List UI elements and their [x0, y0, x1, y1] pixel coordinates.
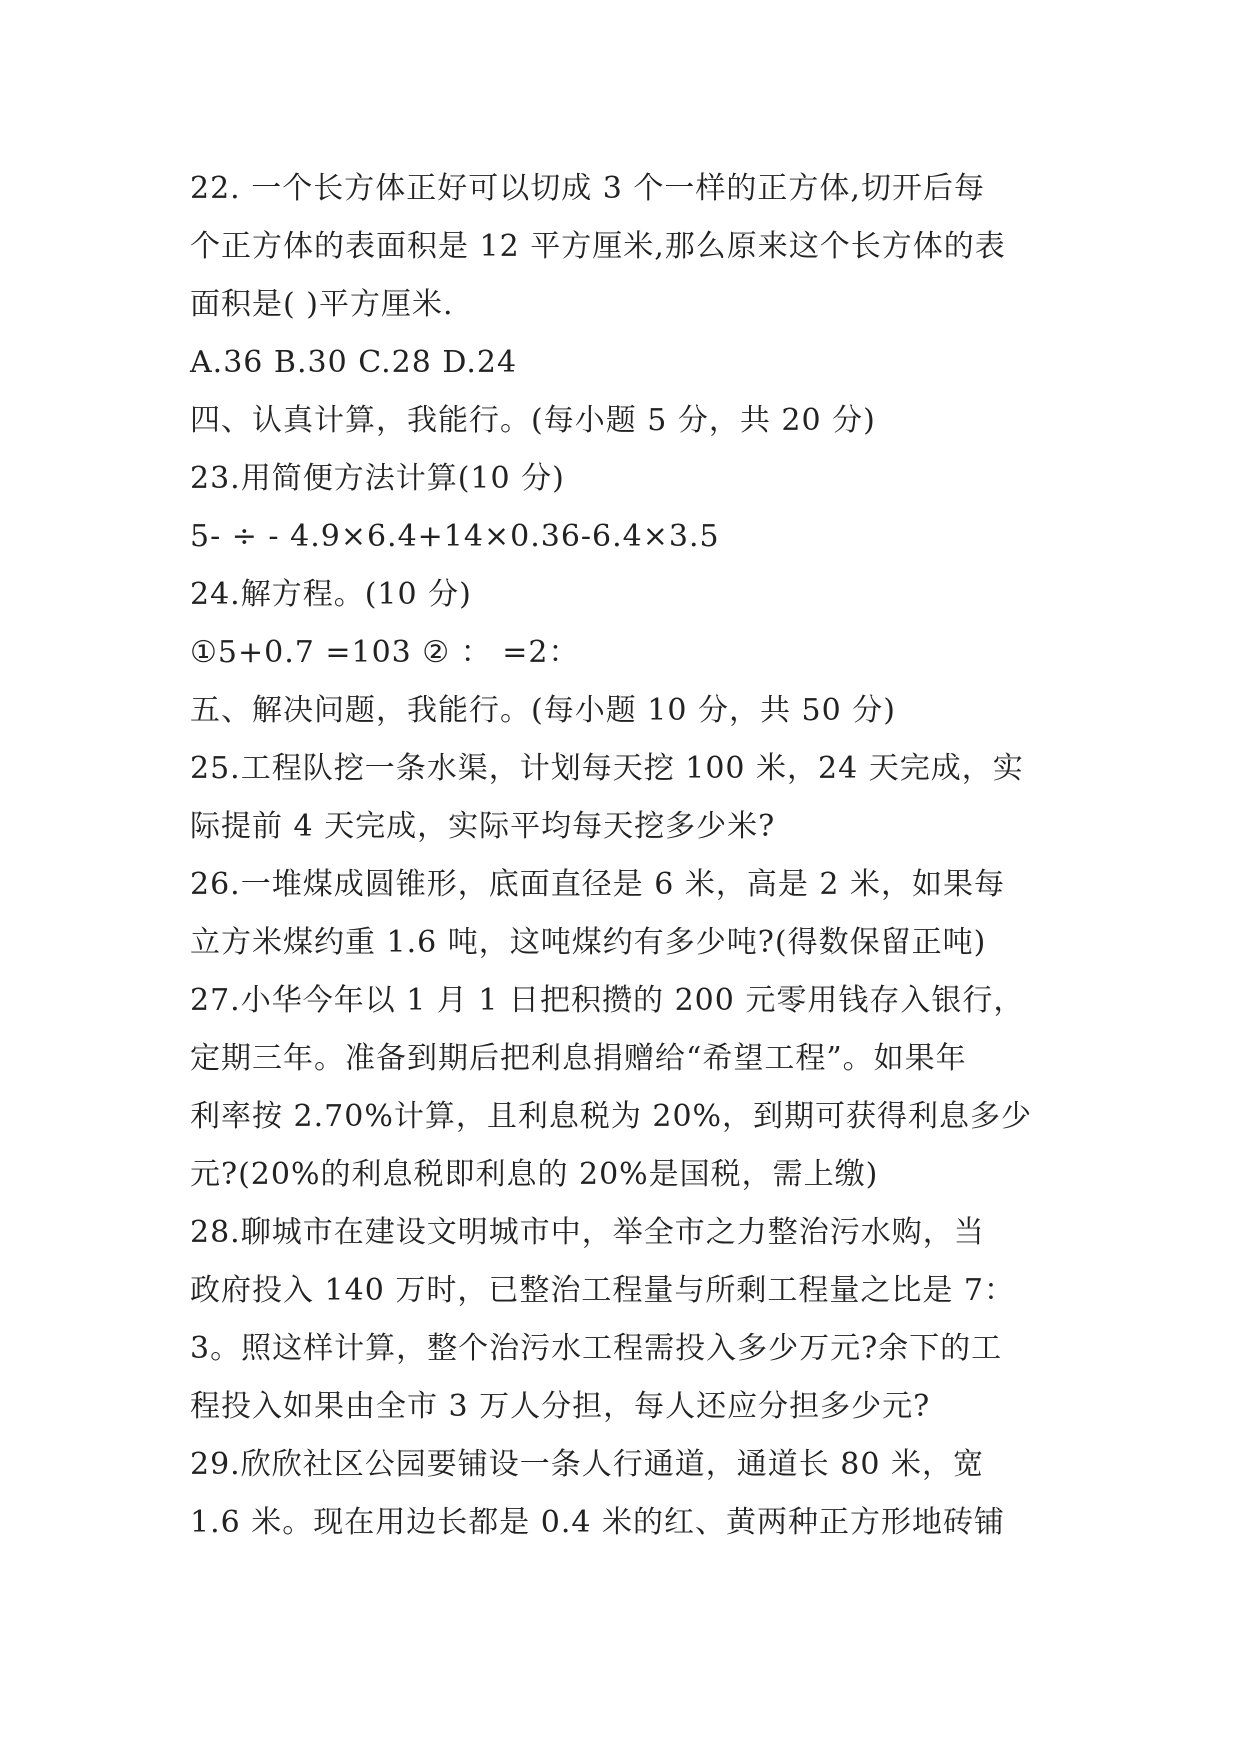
document-body: [190, 160, 1070, 1552]
question-25-line-2: 际提前 4 天完成，实际平均每天挖多少米?: [190, 809, 776, 844]
question-28-line-2: 政府投入 140 万时，已整治工程量与所剩工程量之比是 7：: [190, 1273, 1015, 1308]
question-22-line-1: 22. 一个长方体正好可以切成 3 个一样的正方体,切开后每: [190, 171, 985, 206]
question-27-line-1: 27.小华今年以 1 月 1 日把积攒的 200 元零用钱存入银行，: [190, 983, 1025, 1018]
question-25-line-1: 25.工程队挖一条水渠，计划每天挖 100 米，24 天完成，实: [190, 751, 1024, 786]
question-28-line-3: 3。照这样计算，整个治污水工程需投入多少万元?余下的工: [190, 1331, 1003, 1366]
question-28-line-4: 程投入如果由全市 3 万人分担，每人还应分担多少元?: [190, 1389, 931, 1424]
question-27-line-2: 定期三年。准备到期后把利息捐赠给“希望工程”。如果年: [190, 1041, 967, 1076]
question-22-options: A.36 B.30 C.28 D.24: [190, 345, 518, 380]
question-24-equations: ①5+0.7 =103 ② ： =2：: [190, 635, 580, 670]
question-27-line-3: 利率按 2.70%计算，且利息税为 20%，到期可获得利息多少: [190, 1099, 1033, 1134]
section-5-heading: 五、解决问题，我能行。(每小题 10 分，共 50 分): [190, 693, 896, 728]
question-26-line-2: 立方米煤约重 1.6 吨，这吨煤约有多少吨?(得数保留正吨): [190, 925, 987, 960]
question-29-line-1: 29.欣欣社区公园要铺设一条人行通道，通道长 80 米，宽: [190, 1447, 984, 1482]
question-24-title: 24.解方程。(10 分): [190, 577, 472, 612]
question-23-title: 23.用简便方法计算(10 分): [190, 461, 565, 496]
question-23-expression: 5- ÷ - 4.9×6.4+14×0.36-6.4×3.5: [190, 519, 720, 554]
question-27-line-4: 元?(20%的利息税即利息的 20%是国税，需上缴): [190, 1157, 879, 1192]
section-4-heading: 四、认真计算，我能行。(每小题 5 分，共 20 分): [190, 403, 876, 438]
question-29-line-2: 1.6 米。现在用边长都是 0.4 米的红、黄两种正方形地砖铺: [190, 1505, 1006, 1540]
question-22-line-3: 面积是( )平方厘米.: [190, 287, 454, 322]
question-22-line-2: 个正方体的表面积是 12 平方厘米,那么原来这个长方体的表: [190, 229, 1006, 264]
question-26-line-1: 26.一堆煤成圆锥形，底面直径是 6 米，高是 2 米，如果每: [190, 867, 1006, 902]
question-28-line-1: 28.聊城市在建设文明城市中，举全市之力整治污水购，当: [190, 1215, 985, 1250]
